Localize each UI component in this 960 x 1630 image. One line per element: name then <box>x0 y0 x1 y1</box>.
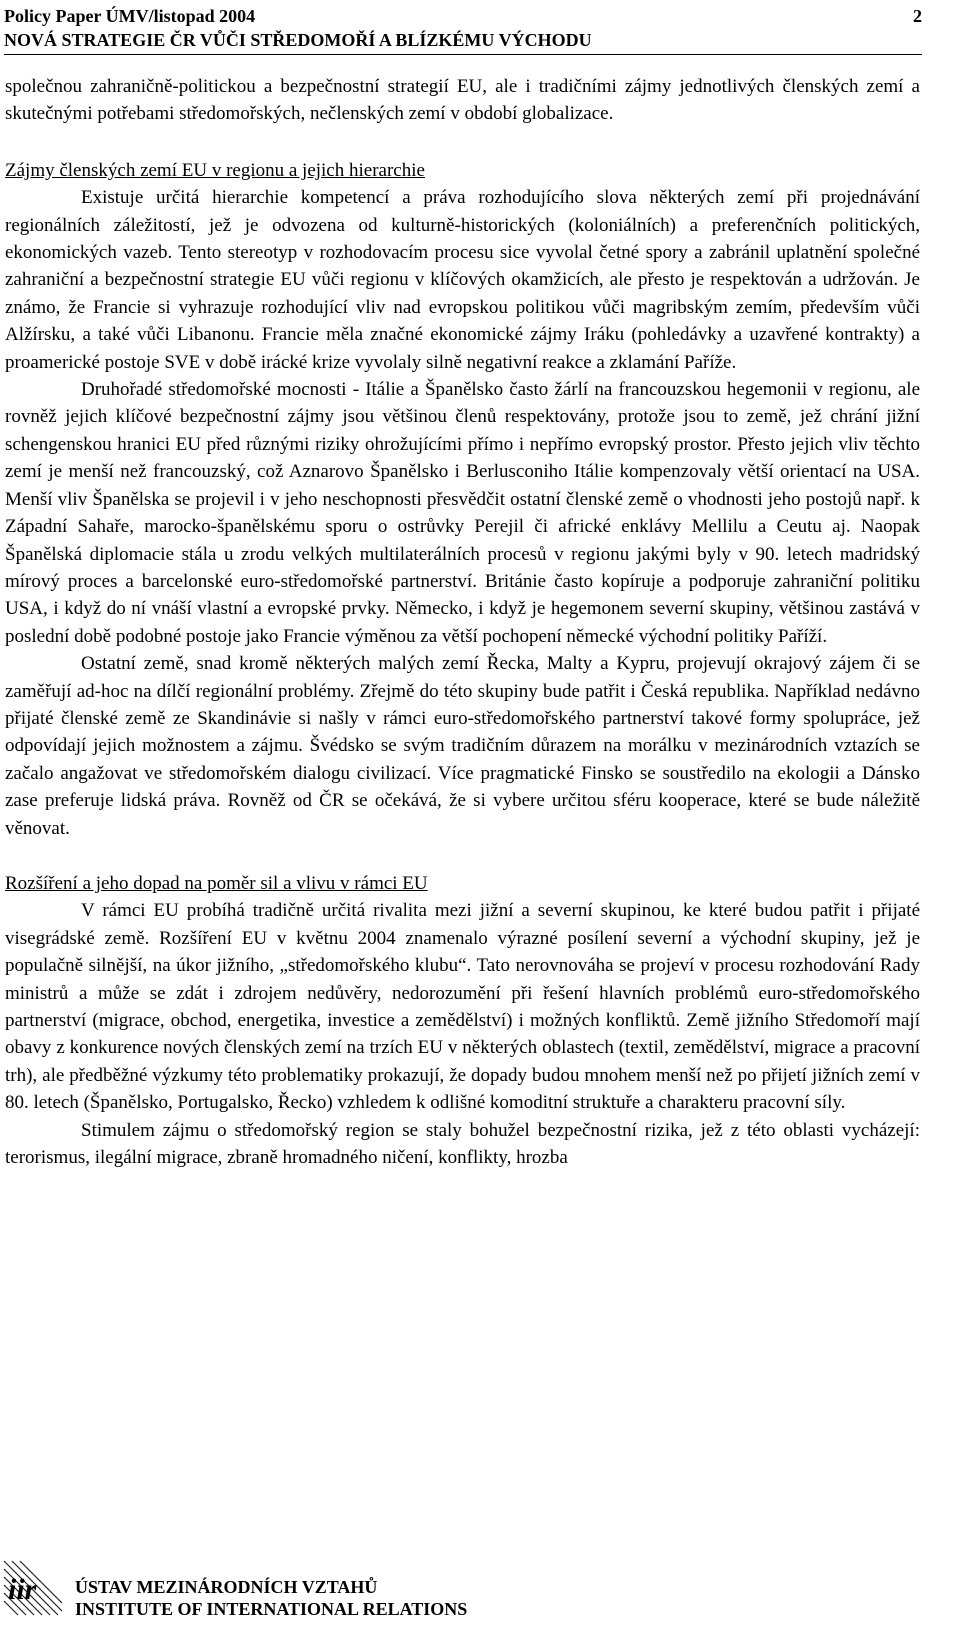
paragraph: Ostatní země, snad kromě některých malých zemí Řecka, Malty a Kypru, projevují okrajový zájem či se zaměřují ad-hoc na dílčí regionální problémy. Zřejmě do této skupiny bude patřit i Česká republika. Například nedávno přijaté členské země ze Skandinávie si našly v rámci euro-středomořského partnerství takové formy spolupráce, jež odpovídají jejich možnostem a zájmu. Švédsko se svým tradičním důrazem na morálku v mezinárodních vztazích se začalo angažovat ve středomořském dialogu civilizací. Více pragmatické Finsko se soustředilo na ekologii a Dánsko zase preferuje lidská práva. Rovněž od ČR se očekává, že si vybere určitou sféru kooperace, které se bude náležitě věnovat. <box>5 653 920 839</box>
institute-name-en: INSTITUTE OF INTERNATIONAL RELATIONS <box>75 1599 468 1619</box>
page-header <box>4 4 922 52</box>
intro-paragraph: společnou zahraničně-politickou a bezpečnostní strategií EU, ale i tradičními zájmy jednotlivých členských zemí a skutečnými potřebami středomořských, nečlenských zemí v období globalizace. <box>5 76 920 125</box>
header-divider <box>4 54 922 55</box>
page-footer <box>0 1555 960 1625</box>
section-heading: Rozšíření a jeho dopad na poměr sil a vlivu v rámci EU <box>5 872 428 894</box>
institute-name-cz: ÚSTAV MEZINÁRODNÍCH VZTAHŮ <box>75 1577 378 1597</box>
document-body <box>5 73 920 1171</box>
header-title: NOVÁ STRATEGIE ČR VŮČI STŘEDOMOŘÍ A BLÍZKÉMU VÝCHODU <box>4 30 592 50</box>
logo-wordmark: iir <box>8 1573 37 1606</box>
paragraph: Druhořadé středomořské mocnosti - Itálie a Španělsko často žárlí na francouzskou hegemonii v regionu, ale rovněž jejich klíčové bezpečnostní zájmy jsou většinou členů respektovány, protože jsou to země, jež chrání jižní schengenskou hranici EU před různými riziky ohrožujícími přímo i nepřímo evropský prostor. Přesto jejich vliv těchto zemí je menší než francouzský, což Aznarovo Španělsko i Berlusconiho Itálie kompenzovaly větší orientací na USA. Menší vliv Španělska se projevil i v jeho neschopnosti přesvědčit ostatní členské země o vhodnosti jeho postojů např. k Západní Sahaře, marocko-španělskému sporu o ostrůvky Perejil či africké enklávy Mellilu a Ceutu aj. Naopak Španělská diplomacie stála u zrodu velkých multilaterálních procesů v regionu jakými byly v 90. letech madridský mírový proces a barcelonské euro-středomořské partnerství. Británie často kopíruje a podporuje zahraniční politiku USA, i když do ní vnáší vlastní a evropské prvky. Německo, i když je hegemonem severní skupiny, většinou zastává v poslední době podobné postoje jako Francie výměnou za větší pochopení německé východní politiky Paříží. <box>5 379 920 647</box>
paragraph: Stimulem zájmu o středomořský region se staly bohužel bezpečnostní rizika, jež z této oblasti vycházejí: terorismus, ilegální migrace, zbraně hromadného ničení, konflikty, hrozba <box>5 1119 920 1169</box>
header-series: Policy Paper ÚMV/listopad 2004 <box>4 6 256 26</box>
section-heading: Zájmy členských zemí EU v regionu a jejich hierarchie <box>5 159 425 181</box>
paragraph: V rámci EU probíhá tradičně určitá rivalita mezi jižní a severní skupinou, ke které budou patřit i přijaté visegrádské země. Rozšíření EU v květnu 2004 znamenalo výrazné posílení severní a východní skupiny, jež je populačně silnější, na úkor jižního, „středomořského klubu“. Tato nerovnováha se projeví v procesu rozhodování Rady ministrů a může se zdát i zdrojem nedůvěry, nedorozumění při řešení hlavních problémů euro-středomořského partnerství (migrace, obchod, energetika, investice a zemědělství) i možných konfliktů. Země jižního Středomoří mají obavy z konkurence nových členských zemí na trzích EU v některých oblastech (textil, zemědělství, migrace a pracovní trh), ale předběžné výzkumy této problematiky prokazují, že dopady budou mnohem menší než po přijetí jižních zemí v 80. letech (Španělsko, Portugalsko, Řecko) vzhledem k odlišné komoditní struktuře a charakteru pracovní síly. <box>5 900 920 1114</box>
page-number: 2 <box>913 6 922 26</box>
paragraph: Existuje určitá hierarchie kompetencí a práva rozhodujícího slova některých zemí při projednávání regionálních záležitostí, jež je odvozena od kulturně-historických (koloniálních) a preferenčních politických, ekonomických vazeb. Tento stereotyp v rozhodovacím procesu sice vyvolal četné spory a zabránil uplatnění společné zahraniční a bezpečnostní strategie EU vůči regionu v klíčových okamžicích, ale přesto je respektován a udržován. Je známo, že Francie si vyhrazuje rozhodující vliv nad evropskou politikou vůči magribským zemím, především vůči Alžírsku, a také vůči Libanonu. Francie měla značné ekonomické zájmy Iráku (pohledávky a uzavřené kontrakty) a proamerické postoje SVE v době irácké krize vyvolaly silně negativní reakce a zklamání Paříže. <box>5 187 920 373</box>
institute-logo-icon <box>2 1555 64 1617</box>
institute-name <box>75 1576 467 1620</box>
